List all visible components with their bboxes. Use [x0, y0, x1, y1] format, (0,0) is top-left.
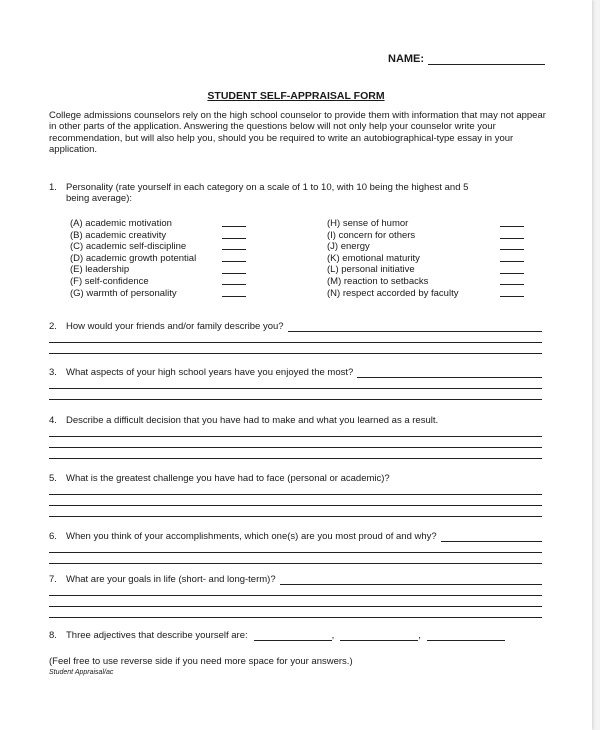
question-number: 1.	[49, 182, 57, 193]
answer-line[interactable]	[49, 596, 542, 607]
trait-row	[70, 218, 246, 230]
trait-row	[327, 218, 524, 230]
answer-line[interactable]	[49, 343, 542, 354]
question-5	[49, 472, 542, 517]
rating-blank[interactable]	[222, 230, 246, 239]
trait-label: (D) academic growth potential	[70, 252, 197, 264]
question-4	[49, 414, 542, 459]
adjective-blank-1[interactable]	[254, 631, 332, 641]
question-text: Describe a difficult decision that you have had to make and what you learned as a result.	[66, 415, 439, 426]
question-text: What is the greatest challenge you have had to face (personal or academic)?	[66, 473, 390, 484]
answer-line[interactable]	[49, 332, 542, 343]
trait-row	[327, 264, 524, 276]
question-2	[49, 320, 542, 354]
question-text-continued: being average):	[66, 193, 133, 205]
answer-line[interactable]	[280, 575, 542, 585]
form-title: STUDENT SELF-APPRAISAL FORM	[207, 90, 385, 102]
traits-left-column	[70, 218, 246, 299]
trait-row	[70, 241, 246, 253]
trait-label: (F) self-confidence	[70, 275, 149, 287]
question-number: 8.	[49, 630, 57, 641]
rating-blank[interactable]	[500, 218, 524, 227]
answer-line[interactable]	[357, 368, 542, 378]
answer-line[interactable]	[49, 542, 542, 553]
question-8	[49, 630, 505, 641]
question-number: 5.	[49, 473, 57, 484]
rating-blank[interactable]	[500, 241, 524, 250]
comma-separator: ,	[418, 630, 421, 641]
trait-label: (B) academic creativity	[70, 229, 167, 241]
answer-line[interactable]	[49, 437, 542, 448]
trait-label: (G) warmth of personality	[70, 287, 177, 299]
answer-line[interactable]	[49, 378, 542, 389]
answer-line[interactable]	[49, 448, 542, 459]
question-text: What are your goals in life (short- and long-term)?	[66, 574, 276, 585]
answer-line[interactable]	[49, 389, 542, 400]
question-number: 6.	[49, 531, 57, 542]
traits-right-column	[327, 218, 524, 299]
trait-row	[327, 288, 524, 300]
question-number: 2.	[49, 321, 57, 332]
name-input-line[interactable]	[428, 54, 545, 65]
answer-line[interactable]	[49, 484, 542, 495]
trait-label: (C) academic self-discipline	[70, 241, 187, 253]
adjective-blank-2[interactable]	[340, 631, 418, 641]
answer-line[interactable]	[49, 495, 542, 506]
question-number: 3.	[49, 367, 57, 378]
question-text: Personality (rate yourself in each category on a scale of 1 to 10, with 10 being the highest and 5	[66, 182, 469, 193]
trait-row	[70, 288, 246, 300]
trait-label: (E) leadership	[70, 264, 130, 276]
trait-row	[70, 253, 246, 265]
rating-blank[interactable]	[222, 288, 246, 297]
question-text: When you think of your accomplishments, which one(s) are you most proud of and why?	[66, 531, 437, 542]
question-6	[49, 530, 542, 564]
question-text: Three adjectives that describe yourself are:	[66, 630, 248, 641]
question-3	[49, 366, 542, 400]
trait-label: (N) respect accorded by faculty	[327, 287, 459, 299]
answer-line[interactable]	[49, 607, 542, 618]
answer-line[interactable]	[49, 585, 542, 596]
name-label: NAME:	[388, 53, 425, 65]
name-field-row	[388, 53, 545, 65]
trait-label: (K) emotional maturity	[327, 252, 420, 264]
question-number: 4.	[49, 415, 57, 426]
question-number: 7.	[49, 574, 57, 585]
document-code: Student Appraisal/ac	[49, 669, 114, 676]
trait-row	[70, 264, 246, 276]
trait-row	[70, 276, 246, 288]
trait-label: (I) concern for others	[327, 229, 416, 241]
trait-label: (M) reaction to setbacks	[327, 275, 429, 287]
rating-blank[interactable]	[222, 218, 246, 227]
answer-line[interactable]	[441, 532, 542, 542]
answer-line[interactable]	[49, 553, 542, 564]
rating-blank[interactable]	[500, 230, 524, 239]
trait-row	[327, 253, 524, 265]
question-1	[49, 182, 549, 205]
question-7	[49, 573, 542, 618]
trait-row	[327, 230, 524, 242]
answer-line[interactable]	[49, 506, 542, 517]
answer-line[interactable]	[49, 426, 542, 437]
rating-blank[interactable]	[222, 241, 246, 250]
reverse-side-note: (Feel free to use reverse side if you need more space for your answers.)	[49, 656, 353, 667]
trait-label: (A) academic motivation	[70, 218, 172, 229]
trait-label: (J) energy	[327, 241, 370, 253]
adjective-blank-3[interactable]	[427, 631, 505, 641]
trait-row	[327, 241, 524, 253]
rating-blank[interactable]	[500, 253, 524, 262]
rating-blank[interactable]	[500, 288, 524, 297]
rating-blank[interactable]	[222, 253, 246, 262]
rating-blank[interactable]	[222, 265, 246, 274]
rating-blank[interactable]	[222, 276, 246, 285]
trait-row	[327, 276, 524, 288]
question-text: How would your friends and/or family describe you?	[66, 321, 284, 332]
rating-blank[interactable]	[500, 265, 524, 274]
trait-row	[70, 230, 246, 242]
comma-separator: ,	[331, 630, 335, 641]
answer-line[interactable]	[288, 322, 542, 332]
trait-label: (L) personal initiative	[327, 264, 415, 276]
question-text: What aspects of your high school years have you enjoyed the most?	[66, 367, 354, 378]
rating-blank[interactable]	[500, 276, 524, 285]
trait-label: (H) sense of humor	[327, 218, 409, 229]
intro-paragraph: College admissions counselors rely on the high school counselor to provide them with information that may not appear in other parts of the application. Answering the questions below will not only help your counselor write your recommendation, but will also help you, should you be required to write an autobiographical-type essay in your application.	[49, 110, 546, 156]
